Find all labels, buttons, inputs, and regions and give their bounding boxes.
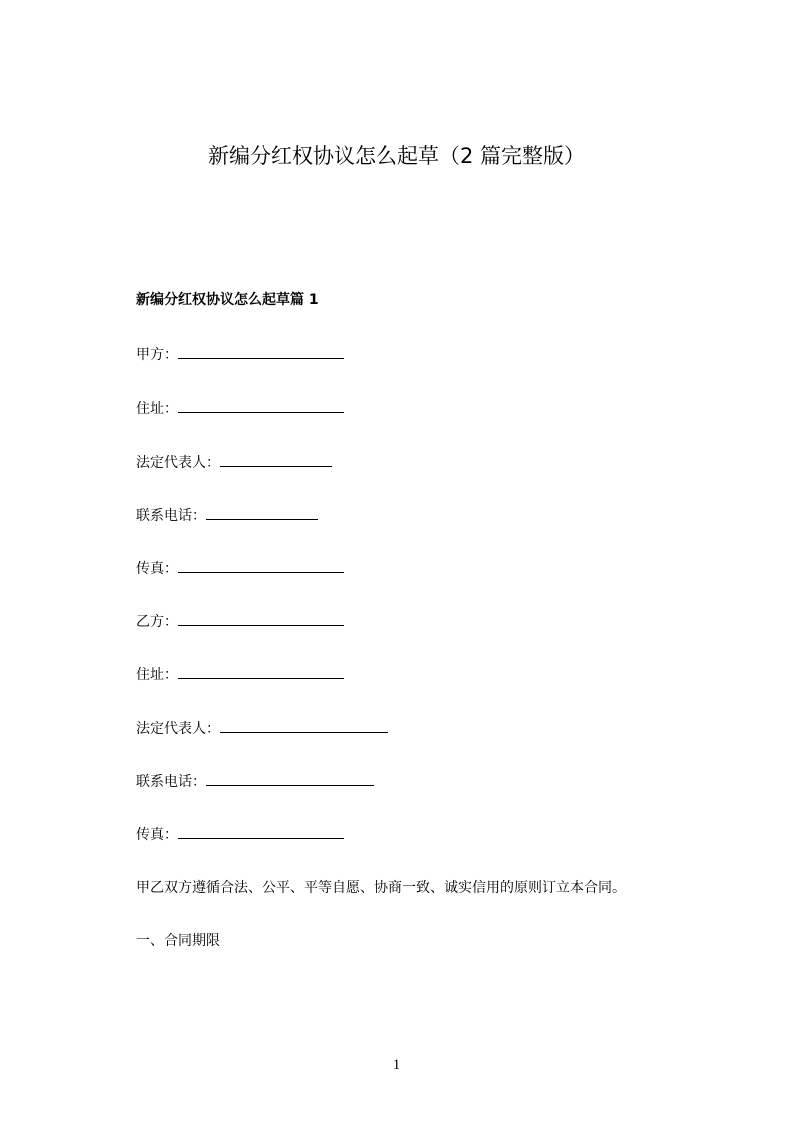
- clause-heading: 一、合同期限: [136, 933, 220, 949]
- field-party-a: [136, 344, 344, 365]
- field-phone-b: [136, 771, 374, 792]
- page-number: 1: [392, 1057, 401, 1073]
- fill-in-blank: [178, 611, 344, 626]
- field-label: 住址：: [136, 667, 178, 683]
- fill-in-blank: [206, 505, 318, 520]
- fill-in-blank: [206, 771, 374, 786]
- fill-in-blank: [220, 718, 388, 733]
- field-label: 联系电话：: [136, 774, 206, 790]
- fill-in-blank: [178, 558, 344, 573]
- field-phone-a: [136, 505, 318, 526]
- fill-in-blank: [220, 452, 332, 467]
- fill-in-blank: [178, 664, 344, 679]
- field-label: 甲方：: [136, 347, 178, 363]
- field-address-b: [136, 664, 344, 685]
- field-label: 联系电话：: [136, 508, 206, 524]
- field-legal-rep-a: [136, 452, 332, 473]
- field-address-a: [136, 398, 344, 419]
- fill-in-blank: [178, 344, 344, 359]
- field-legal-rep-b: [136, 718, 388, 739]
- fill-in-blank: [178, 398, 344, 413]
- field-label: 传真：: [136, 827, 178, 843]
- field-label: 乙方：: [136, 614, 178, 630]
- field-label: 传真：: [136, 561, 178, 577]
- field-fax-b: [136, 824, 344, 845]
- document-title: 新编分红权协议怎么起草（2 篇完整版）: [207, 144, 586, 168]
- principles-paragraph: 甲乙双方遵循合法、公平、平等自愿、协商一致、诚实信用的原则订立本合同。: [136, 880, 626, 896]
- field-party-b: [136, 611, 344, 632]
- section-heading: 新编分红权协议怎么起草篇 1: [136, 292, 319, 308]
- field-fax-a: [136, 558, 344, 579]
- fill-in-blank: [178, 824, 344, 839]
- field-label: 法定代表人：: [136, 455, 220, 471]
- field-label: 法定代表人：: [136, 721, 220, 737]
- field-label: 住址：: [136, 401, 178, 417]
